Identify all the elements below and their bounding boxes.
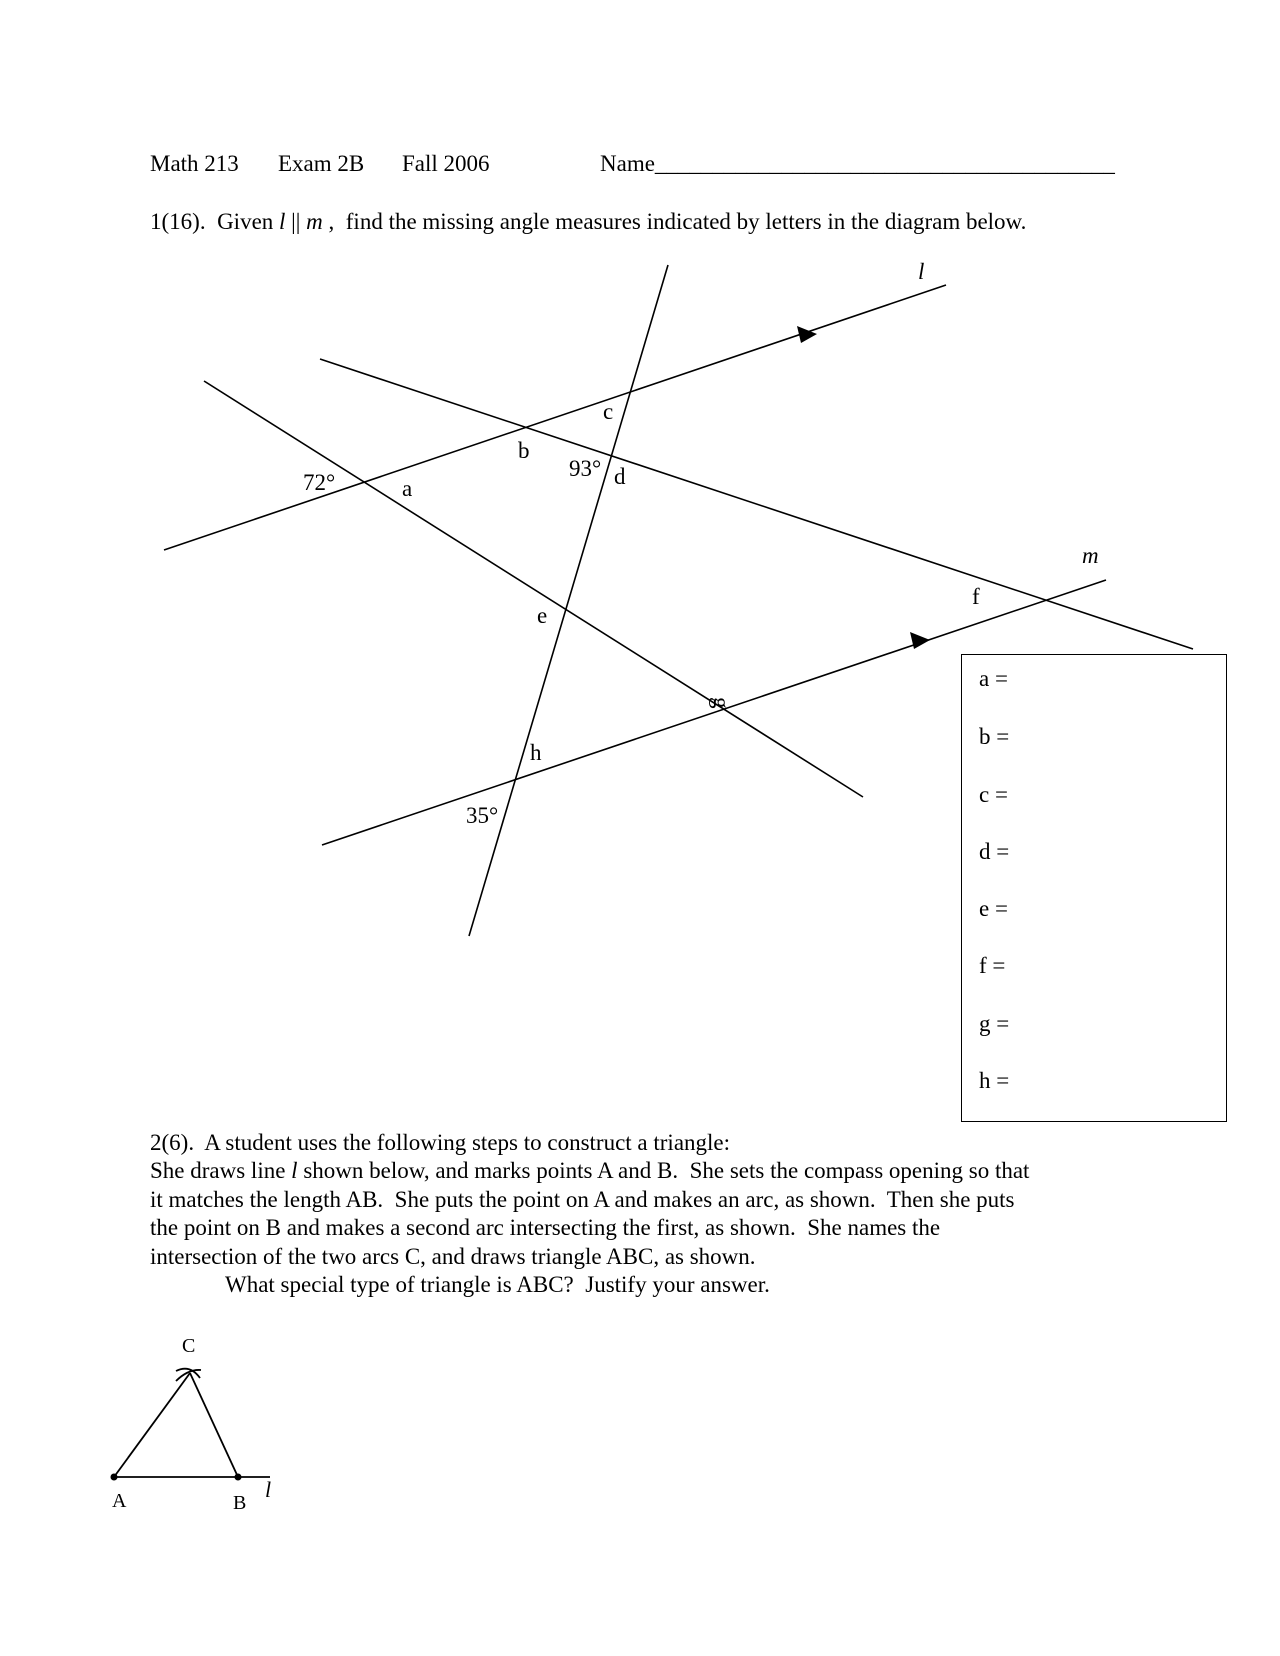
q2-question: What special type of triangle is ABC? Justify your answer.	[225, 1272, 770, 1297]
answer-a[interactable]: a =	[979, 666, 1008, 691]
q2-line-1: 2(6). A student uses the following steps to construct a triangle:	[150, 1130, 731, 1155]
point-A	[111, 1474, 118, 1481]
angle-35: 35°	[466, 803, 499, 828]
angle-72: 72°	[303, 470, 336, 495]
answer-box	[961, 654, 1227, 1122]
side-BC	[190, 1373, 238, 1477]
line-l	[164, 285, 946, 550]
name-blank[interactable]: ________________________________________	[654, 151, 1115, 176]
name-label: Name	[600, 151, 655, 176]
course-label: Math 213	[150, 151, 239, 176]
q1-prompt-pre: 1(16). Given	[150, 209, 280, 234]
q2-line-2-pre: She draws line	[150, 1158, 292, 1183]
q2-line-4: the point on B and makes a second arc intersecting the first, as shown. She names the	[150, 1215, 941, 1240]
parallel-arrow-m	[910, 632, 930, 649]
q2-line-3: it matches the length AB. She puts the point on A and makes an arc, as shown. Then she puts	[150, 1187, 1015, 1212]
transversal-steep	[469, 265, 668, 936]
parallel-arrow-l	[797, 326, 817, 343]
diagram-label-l: l	[918, 259, 925, 284]
angle-g: g	[709, 697, 734, 709]
transversal-lower	[204, 381, 863, 797]
q2-line-2-post: shown below, and marks points A and B. She sets the compass opening so that	[297, 1158, 1030, 1183]
answer-b[interactable]: b =	[979, 724, 1010, 749]
angle-93: 93°	[569, 456, 602, 481]
transversal-upper	[320, 359, 1193, 649]
q1-line-l: l	[279, 209, 286, 234]
angle-e: e	[537, 603, 548, 628]
answer-h[interactable]: h =	[979, 1068, 1010, 1093]
angle-b: b	[518, 438, 530, 463]
q1-parallel: ||	[285, 209, 307, 234]
label-A: A	[112, 1490, 127, 1512]
answer-d[interactable]: d =	[979, 839, 1010, 864]
answer-f[interactable]: f =	[979, 953, 1006, 978]
q2-line-2-l: l	[291, 1158, 298, 1183]
answer-e[interactable]: e =	[979, 896, 1008, 921]
diagram-label-m: m	[1082, 543, 1099, 568]
label-C: C	[182, 1335, 196, 1357]
q1-line-m: m	[306, 209, 323, 234]
angle-h: h	[530, 740, 542, 765]
answer-g[interactable]: g =	[979, 1011, 1010, 1036]
point-B	[235, 1474, 242, 1481]
q2-line-5: intersection of the two arcs C, and draws triangle ABC, as shown.	[150, 1244, 756, 1269]
q1-prompt-post: , find the missing angle measures indicated by letters in the diagram below.	[322, 209, 1027, 234]
angle-f: f	[972, 584, 980, 609]
angle-d: d	[614, 464, 626, 489]
term-label: Fall 2006	[402, 151, 490, 176]
q2-line-2	[150, 1157, 1029, 1185]
label-l-q2: l	[265, 1477, 272, 1502]
label-B: B	[233, 1492, 247, 1514]
angle-c: c	[603, 399, 614, 424]
exam-label: Exam 2B	[278, 151, 365, 176]
angle-a: a	[402, 476, 413, 501]
answer-c[interactable]: c =	[979, 782, 1008, 807]
side-AC	[114, 1373, 190, 1477]
